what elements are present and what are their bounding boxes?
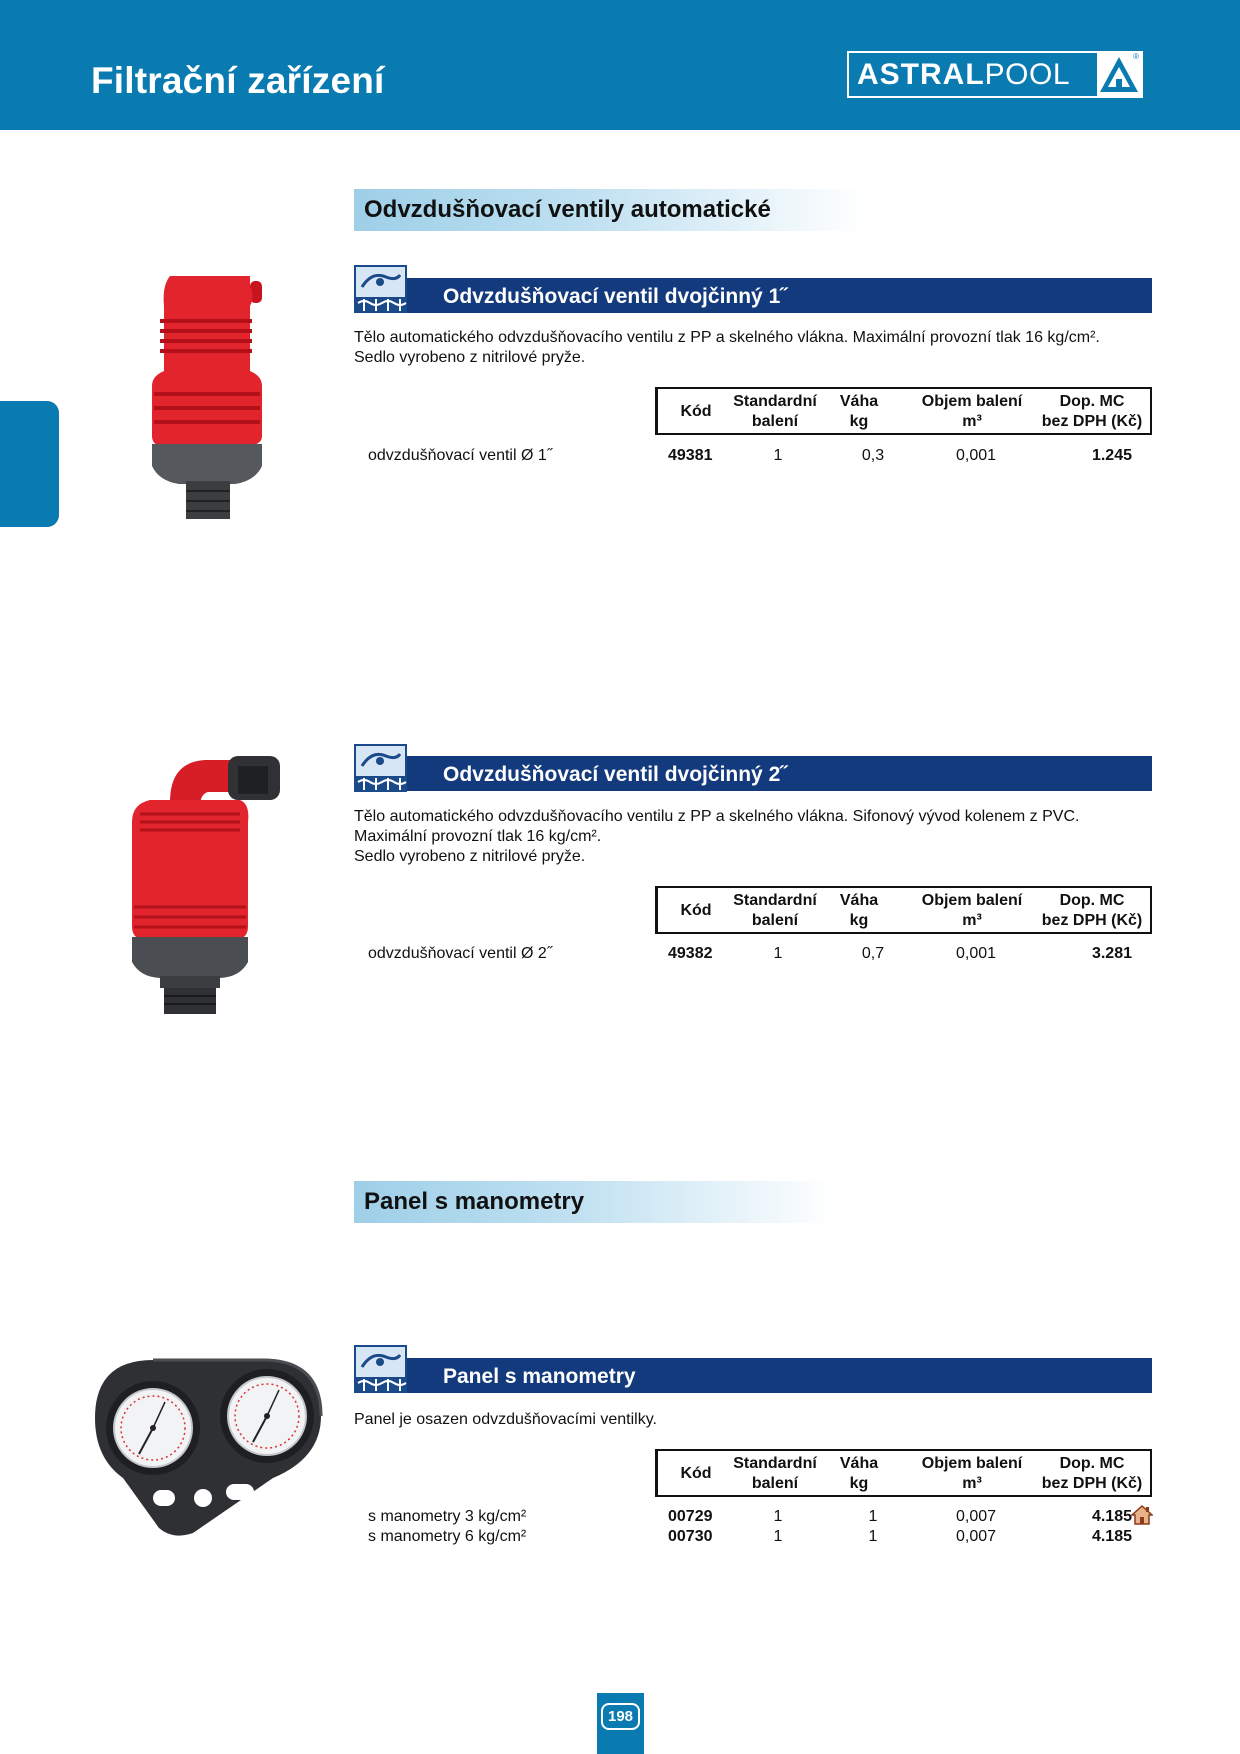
logo-text-light: POOL — [984, 58, 1071, 91]
product-description-valve-2 — [354, 807, 1152, 867]
table-header — [655, 886, 1152, 934]
col-header-vaha: Váha kg — [839, 393, 879, 430]
cell-objem: 0,001 — [955, 945, 997, 962]
section-title-air-valves: Odvzdušňovací ventily automatické — [354, 189, 864, 231]
cell-objem: 0,001 — [955, 447, 997, 464]
cell-std: 1 — [773, 1508, 783, 1525]
cell-price: 3.281 — [1091, 945, 1132, 962]
cell-vaha: 1 — [868, 1508, 878, 1525]
air-valve-1-image — [150, 276, 270, 521]
table-header — [655, 387, 1152, 435]
col-header-objem: Objem balení m³ — [921, 1455, 1023, 1492]
pool-wave-icon — [354, 1345, 407, 1393]
product-title-valve-2: Odvzdušňovací ventil dvojčinný 2˝ — [407, 756, 1152, 791]
page-title: Filtrační zařízení — [91, 60, 385, 101]
cell-price: 1.245 — [1091, 447, 1132, 464]
description-line: Tělo automatického odvzdušňovacího ventilu z PP a skelného vlákna. Maximální provozní tlak 16 kg/cm². — [354, 329, 1100, 346]
description-line: Sedlo vyrobeno z nitrilové pryže. — [354, 848, 586, 865]
logo-mark-icon — [1097, 53, 1141, 96]
page-header — [0, 0, 1240, 130]
cell-kod: 00729 — [668, 1508, 713, 1525]
gauge-panel-image — [93, 1358, 323, 1536]
product-description-gauge-panel — [354, 1410, 1152, 1430]
cell-kod: 00730 — [668, 1528, 713, 1545]
cell-std: 1 — [773, 447, 783, 464]
cell-std: 1 — [773, 1528, 783, 1545]
cell-vaha: 0,3 — [861, 447, 885, 464]
cell-price: 4.185 — [1091, 1508, 1132, 1525]
col-header-std: Standardní balení — [733, 1455, 817, 1492]
pool-wave-icon — [354, 744, 407, 792]
logo-registered-mark: ® — [1133, 52, 1139, 61]
col-header-kod: Kód — [680, 902, 712, 919]
table-header — [655, 1449, 1152, 1497]
logo-text-bold: ASTRAL — [857, 58, 985, 91]
page-number: 198 — [601, 1703, 640, 1730]
table-row — [368, 944, 1158, 964]
cell-kod: 49381 — [668, 447, 713, 464]
cell-name: odvzdušňovací ventil Ø 2˝ — [368, 945, 553, 962]
description-line: Tělo automatického odvzdušňovacího ventilu z PP a skelného vlákna. Sifonový vývod kolenem z PVC. — [354, 808, 1080, 825]
product-title-gauge-panel: Panel s manometry — [407, 1358, 1152, 1393]
col-header-std: Standardní balení — [733, 892, 817, 929]
col-header-objem: Objem balení m³ — [921, 892, 1023, 929]
air-valve-2-image — [130, 752, 286, 1016]
cell-name: s manometry 6 kg/cm² — [368, 1528, 527, 1545]
description-line: Maximální provozní tlak 16 kg/cm². — [354, 828, 602, 845]
cell-kod: 49382 — [668, 945, 713, 962]
description-line: Sedlo vyrobeno z nitrilové pryže. — [354, 349, 586, 366]
cell-name: odvzdušňovací ventil Ø 1˝ — [368, 447, 553, 464]
col-header-price: Dop. MC bez DPH (Kč) — [1041, 892, 1143, 929]
chapter-side-tab — [0, 401, 59, 527]
cell-vaha: 0,7 — [861, 945, 885, 962]
col-header-vaha: Váha kg — [839, 892, 879, 929]
cell-price: 4.185 — [1091, 1528, 1132, 1545]
table-row — [368, 1507, 1158, 1527]
section-title-gauge-panel: Panel s manometry — [354, 1181, 834, 1223]
cell-name: s manometry 3 kg/cm² — [368, 1508, 527, 1525]
table-row — [368, 446, 1158, 466]
home-icon — [1131, 1505, 1153, 1525]
col-header-std: Standardní balení — [733, 393, 817, 430]
cell-objem: 0,007 — [955, 1508, 997, 1525]
cell-std: 1 — [773, 945, 783, 962]
cell-vaha: 1 — [868, 1528, 878, 1545]
astralpool-logo — [847, 51, 1143, 98]
product-title-valve-1: Odvzdušňovací ventil dvojčinný 1˝ — [407, 278, 1152, 313]
col-header-kod: Kód — [680, 403, 712, 420]
table-row — [368, 1527, 1158, 1547]
cell-objem: 0,007 — [955, 1528, 997, 1545]
col-header-price: Dop. MC bez DPH (Kč) — [1041, 1455, 1143, 1492]
col-header-price: Dop. MC bez DPH (Kč) — [1041, 393, 1143, 430]
col-header-objem: Objem balení m³ — [921, 393, 1023, 430]
col-header-vaha: Váha kg — [839, 1455, 879, 1492]
pool-wave-icon — [354, 265, 407, 313]
product-description-valve-1 — [354, 328, 1152, 368]
col-header-kod: Kód — [680, 1465, 712, 1482]
description-line: Panel je osazen odvzdušňovacími ventilky. — [354, 1411, 657, 1428]
